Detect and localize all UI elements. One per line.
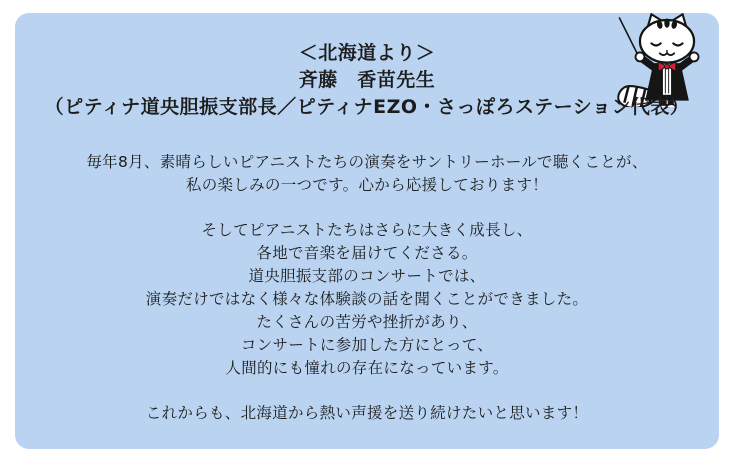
message-card <box>15 13 719 449</box>
paragraph <box>15 219 719 380</box>
message-line: 各地で音楽を届けてくださる。 <box>256 244 478 262</box>
teacher-title: （ピティナ道央胆振支部長／ピティナEZO・さっぽろステーション代表） <box>44 96 690 118</box>
paragraph <box>15 151 719 197</box>
message-line: そしてピアニストたちはさらに大きく成長し、 <box>201 221 533 239</box>
message-line: 演奏だけではなく様々な体験談の話を聞くことができました。 <box>145 290 589 308</box>
message-line: 人間的にも憧れの存在になっています。 <box>225 359 509 377</box>
message-line: 私の楽しみの一つです。心から応援しております！ <box>185 176 549 194</box>
message-line: コンサートに参加した方にとって、 <box>240 336 494 354</box>
head-spot <box>664 19 669 28</box>
teacher-name: 斉藤 香苗先生 <box>298 69 436 91</box>
message-line: 毎年8月、素晴らしいピアニストたちの演奏をサントリーホールで聴くことが、 <box>86 153 648 171</box>
card-header <box>15 40 719 121</box>
message-line: たくさんの苦労や挫折があり、 <box>256 313 478 331</box>
paragraph <box>15 402 719 425</box>
region-heading: ＜北海道より＞ <box>298 42 436 64</box>
message-body <box>15 151 719 425</box>
message-line: これからも、北海道から熱い声援を送り続けたいと思います！ <box>145 404 589 422</box>
message-line: 道央胆振支部のコンサートでは、 <box>248 267 486 285</box>
